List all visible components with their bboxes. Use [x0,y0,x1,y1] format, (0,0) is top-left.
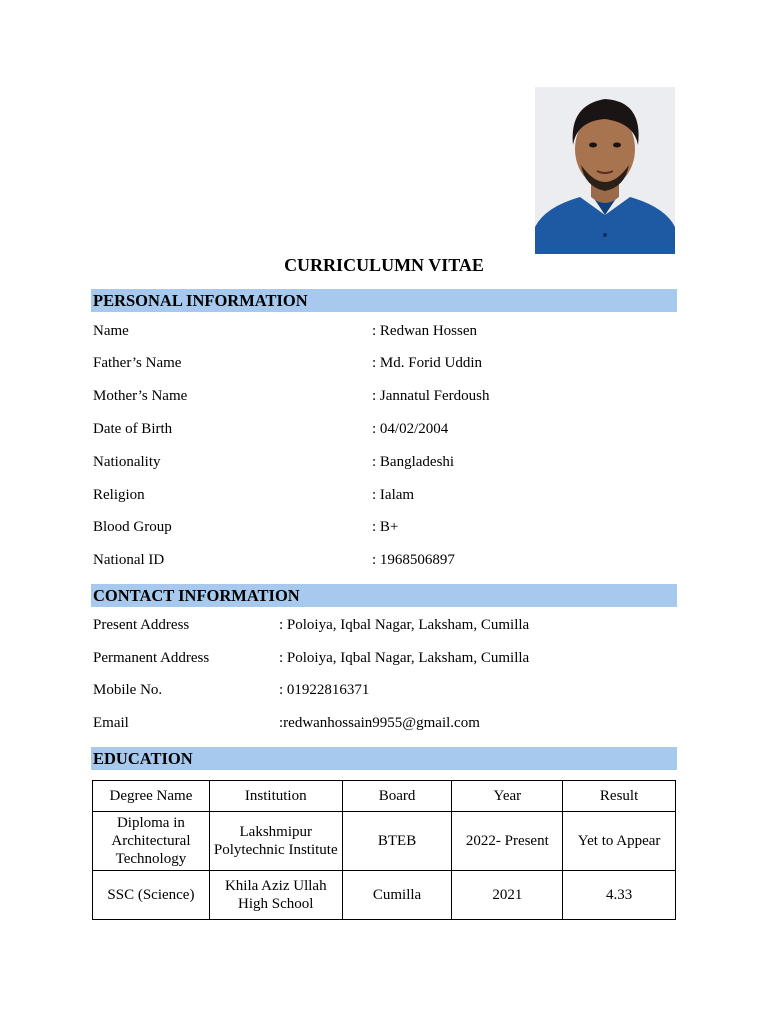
personal-label: Name [93,323,129,339]
personal-value: : Ialam [372,487,415,503]
document-title: CURRICULUMN VITAE [284,255,484,275]
table-cell: 4.33 [563,871,676,920]
personal-value: : 04/02/2004 [372,421,449,437]
table-cell: Yet to Appear [563,812,676,871]
column-header: Degree Name [93,781,210,812]
personal-label: Mother’s Name [93,388,188,404]
education-table [92,780,676,920]
personal-label: Date of Birth [93,421,173,437]
contact-label: Permanent Address [93,650,210,666]
table-cell: 2022- Present [452,812,563,871]
column-header: Year [452,781,563,812]
education-heading: EDUCATION [91,747,677,770]
contact-information-heading: CONTACT INFORMATION [91,584,677,607]
personal-information-heading: PERSONAL INFORMATION [91,289,677,312]
profile-photo [535,87,675,254]
education-header-row [93,781,676,812]
table-row [93,812,676,871]
table-cell: BTEB [342,812,452,871]
table-cell: Khila Aziz Ullah High School [209,871,342,920]
personal-value: : Bangladeshi [372,454,455,470]
personal-label: National ID [93,552,165,568]
personal-value: : 1968506897 [372,552,455,568]
contact-label: Present Address [93,617,190,633]
personal-value: : Redwan Hossen [372,323,477,339]
personal-value: : B+ [372,519,399,535]
contact-value: : Poloiya, Iqbal Nagar, Laksham, Cumilla [279,617,530,633]
table-cell: 2021 [452,871,563,920]
personal-label: Religion [93,487,145,503]
personal-label: Nationality [93,454,161,470]
contact-label: Email [93,715,129,731]
table-row [93,871,676,920]
table-cell: Lakshmipur Polytechnic Institute [209,812,342,871]
contact-value: : 01922816371 [279,682,370,698]
contact-value: : Poloiya, Iqbal Nagar, Laksham, Cumilla [279,650,530,666]
column-header: Institution [209,781,342,812]
personal-label: Blood Group [93,519,172,535]
contact-email-value: :redwanhossain9955@gmail.com [279,715,480,731]
table-cell: SSC (Science) [93,871,210,920]
table-cell: Cumilla [342,871,452,920]
column-header: Board [342,781,452,812]
personal-value: : Md. Forid Uddin [372,355,483,371]
personal-label: Father’s Name [93,355,182,371]
table-cell: Diploma in Architectural Technology [93,812,210,871]
person-photo-icon [535,87,675,254]
contact-label: Mobile No. [93,682,163,698]
personal-value: : Jannatul Ferdoush [372,388,490,404]
column-header: Result [563,781,676,812]
